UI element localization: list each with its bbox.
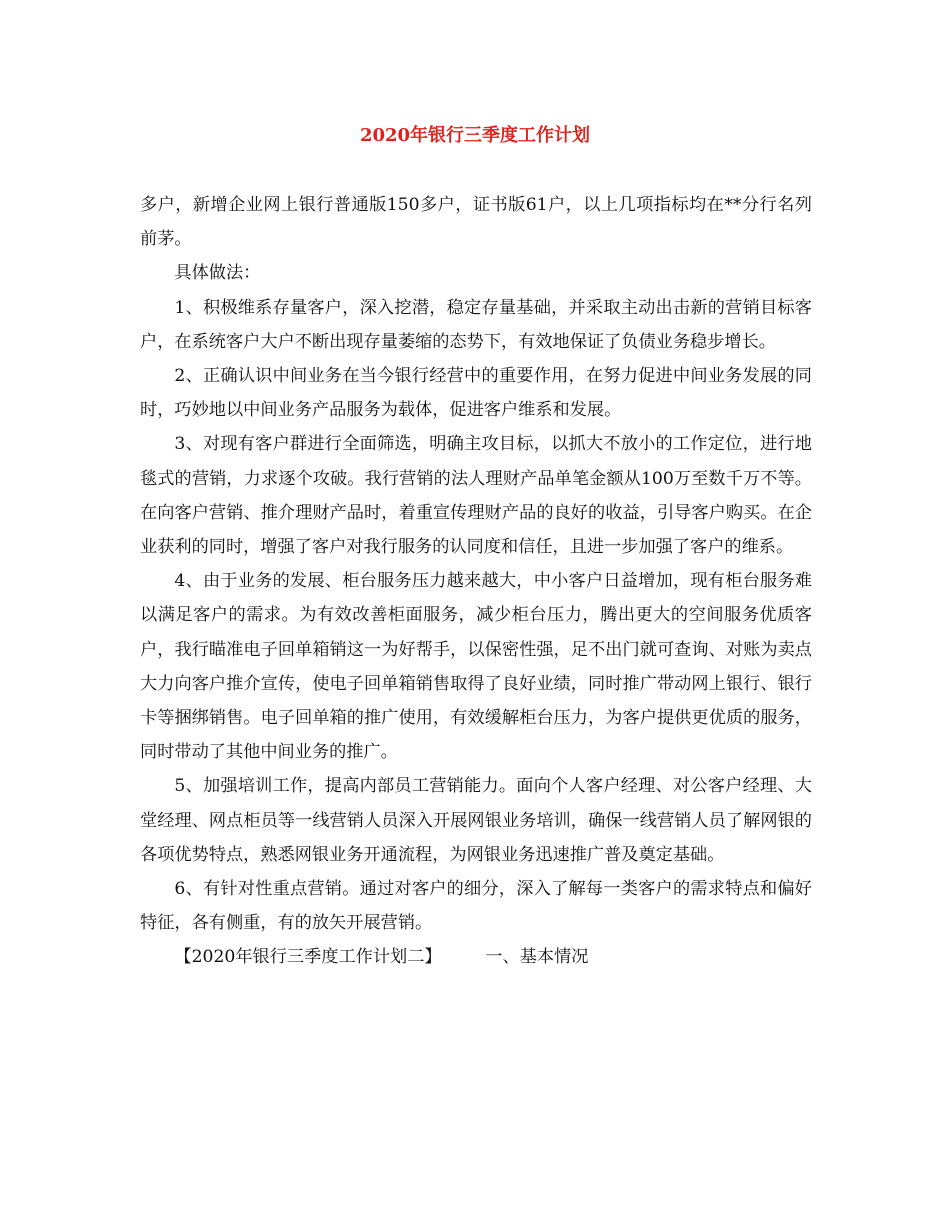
paragraph-item-2: 2、正确认识中间业务在当今银行经营中的重要作用，在努力促进中间业务发展的同时，巧妙地以中间业务产品服务为载体，促进客户维系和发展。 bbox=[140, 366, 812, 421]
paragraph-continuation: 多户，新增企业网上银行普通版150多户，证书版61户，以上几项指标均在**分行名列前茅。 bbox=[140, 195, 812, 250]
section-heading-line bbox=[140, 940, 812, 974]
document-title: 2020年银行三季度工作计划 bbox=[359, 125, 591, 146]
plan-two-heading: 【2020年银行三季度工作计划二】 bbox=[174, 947, 442, 968]
document-body bbox=[140, 188, 812, 975]
paragraph-item-3: 3、对现有客户群进行全面筛选，明确主攻目标，以抓大不放小的工作定位，进行地毯式的营销，力求逐个攻破。我行营销的法人理财产品单笔金额从100万至数千万不等。在向客户营销、推介理财产品时，着重宣传理财产品的良好的收益，引导客户购买。在企业获利的同时，增强了客户对我行服务的认同度和信任，且进一步加强了客户的维系。 bbox=[140, 434, 812, 558]
paragraph-item-4: 4、由于业务的发展、柜台服务压力越来越大，中小客户日益增加，现有柜台服务难以满足客户的需求。为有效改善柜面服务，减少柜台压力，腾出更大的空间服务优质客户，我行瞄准电子回单箱销这一为好帮手，以保密性强，足不出门就可查询、对账为卖点大力向客户推介宣传，使电子回单箱销售取得了良好业绩，同时推广带动网上银行、银行卡等捆绑销售。电子回单箱的推广使用，有效缓解柜台压力，为客户提供更优质的服务，同时带动了其他中间业务的推广。 bbox=[140, 571, 812, 763]
basic-situation-heading: 一、基本情况 bbox=[485, 947, 589, 968]
paragraph-item-5: 5、加强培训工作，提高内部员工营销能力。面向个人客户经理、对公客户经理、大堂经理、网点柜员等一线营销人员深入开展网银业务培训，确保一线营销人员了解网银的各项优势特点，熟悉网银业务开通流程，为网银业务迅速推广普及奠定基础。 bbox=[140, 776, 812, 865]
paragraph-item-1: 1、积极维系存量客户，深入挖潜，稳定存量基础，并采取主动出击新的营销目标客户，在系统客户大户不断出现存量萎缩的态势下，有效地保证了负债业务稳步增长。 bbox=[140, 297, 812, 352]
paragraph-item-6: 6、有针对性重点营销。通过对客户的细分，深入了解每一类客户的需求特点和偏好特征，各有侧重，有的放矢开展营销。 bbox=[140, 879, 812, 934]
paragraph-method-heading: 具体做法： bbox=[174, 263, 261, 284]
